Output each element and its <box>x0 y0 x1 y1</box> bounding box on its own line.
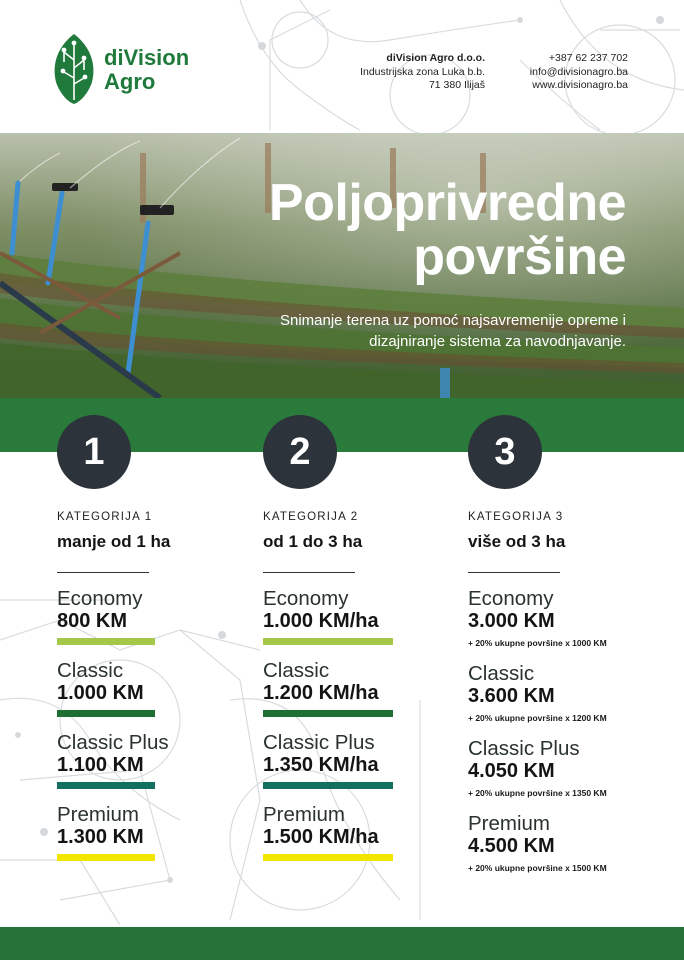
tier-color-bar <box>57 854 155 861</box>
tier-note: + 20% ukupne površine x 1350 KM <box>468 788 607 798</box>
category-label: KATEGORIJA 1 <box>57 511 153 523</box>
divider <box>57 572 149 573</box>
tier-price: 1.000 KM <box>57 682 144 704</box>
tier-name: Classic <box>57 659 124 682</box>
tier-price: 1.000 KM/ha <box>263 610 379 632</box>
tier-price: 1.300 KM <box>57 826 144 848</box>
tier-premium <box>468 813 658 873</box>
category-column-2 <box>263 415 453 861</box>
tier-name: Classic <box>263 659 330 682</box>
address-line-1: Industrijska zona Luka b.b. <box>360 65 485 78</box>
tier-price: 4.050 KM <box>468 760 555 782</box>
tier-classic <box>57 660 247 717</box>
category-label: KATEGORIJA 2 <box>263 511 359 523</box>
tier-classic-plus <box>263 732 453 789</box>
tier-price: 800 KM <box>57 610 128 632</box>
category-number-badge: 1 <box>57 415 131 489</box>
brand-name-line2: Agro <box>104 69 156 94</box>
tier-price: 3.000 KM <box>468 610 555 632</box>
website-link[interactable]: www.divisionagro.ba <box>532 79 628 91</box>
tier-name: Premium <box>57 803 140 826</box>
brand-name-line1: diVision <box>104 45 190 70</box>
tier-name: Premium <box>263 803 346 826</box>
tier-premium <box>263 804 453 861</box>
tier-price: 1.100 KM <box>57 754 144 776</box>
tier-color-bar <box>263 782 393 789</box>
tier-price: 1.200 KM/ha <box>263 682 379 704</box>
tier-color-bar <box>57 638 155 645</box>
contact-info <box>530 52 628 93</box>
tier-name: Classic Plus <box>468 737 580 760</box>
company-address <box>360 52 485 93</box>
tier-economy <box>468 588 658 648</box>
tier-color-bar <box>263 854 393 861</box>
tier-color-bar <box>263 710 393 717</box>
company-name: diVision Agro d.o.o. <box>386 52 485 64</box>
tier-name: Economy <box>263 587 349 610</box>
tier-color-bar <box>57 782 155 789</box>
tier-name: Classic <box>468 662 535 685</box>
tier-name: Economy <box>57 587 143 610</box>
tier-note: + 20% ukupne površine x 1200 KM <box>468 713 607 723</box>
tier-color-bar <box>57 710 155 717</box>
footer-band <box>0 927 684 960</box>
category-number-badge: 3 <box>468 415 542 489</box>
tier-price: 1.500 KM/ha <box>263 826 379 848</box>
category-column-1 <box>57 415 247 861</box>
divider <box>468 572 560 573</box>
tier-name: Premium <box>468 812 551 835</box>
tier-name: Classic Plus <box>263 731 375 754</box>
brand-logo[interactable] <box>52 34 202 106</box>
tier-note: + 20% ukupne površine x 1000 KM <box>468 638 607 648</box>
brand-name <box>104 46 189 94</box>
tier-price: 4.500 KM <box>468 835 555 857</box>
category-range: više od 3 ha <box>468 532 566 551</box>
category-column-3 <box>468 415 658 873</box>
tier-price: 1.350 KM/ha <box>263 754 379 776</box>
category-range: od 1 do 3 ha <box>263 532 363 551</box>
tier-classic-plus <box>57 732 247 789</box>
hero-banner <box>0 133 684 398</box>
title-line-1: Poljoprivredne <box>268 174 626 232</box>
tier-classic <box>468 663 658 723</box>
tier-economy <box>57 588 247 645</box>
category-label: KATEGORIJA 3 <box>468 511 564 523</box>
leaf-circuit-icon <box>52 34 96 104</box>
page-title <box>269 176 626 284</box>
tier-premium <box>57 804 247 861</box>
email-link[interactable]: info@divisionagro.ba <box>529 65 628 78</box>
address-line-2: 71 380 Ilijaš <box>428 79 485 91</box>
tier-economy <box>263 588 453 645</box>
tier-note: + 20% ukupne površine x 1500 KM <box>468 863 607 873</box>
tier-classic-plus <box>468 738 658 798</box>
tier-name: Classic Plus <box>57 731 169 754</box>
tier-color-bar <box>263 638 393 645</box>
tier-name: Economy <box>468 587 554 610</box>
category-number-badge: 2 <box>263 415 337 489</box>
category-range: manje od 1 ha <box>57 532 171 551</box>
title-line-2: površine <box>413 228 626 286</box>
phone-number[interactable]: +387 62 237 702 <box>548 52 628 64</box>
tier-classic <box>263 660 453 717</box>
divider <box>263 572 355 573</box>
tier-price: 3.600 KM <box>468 685 555 707</box>
page-subtitle: Snimanje terena uz pomoć najsavremenije opreme i dizajniranje sistema za navodnjavanje. <box>279 312 626 350</box>
